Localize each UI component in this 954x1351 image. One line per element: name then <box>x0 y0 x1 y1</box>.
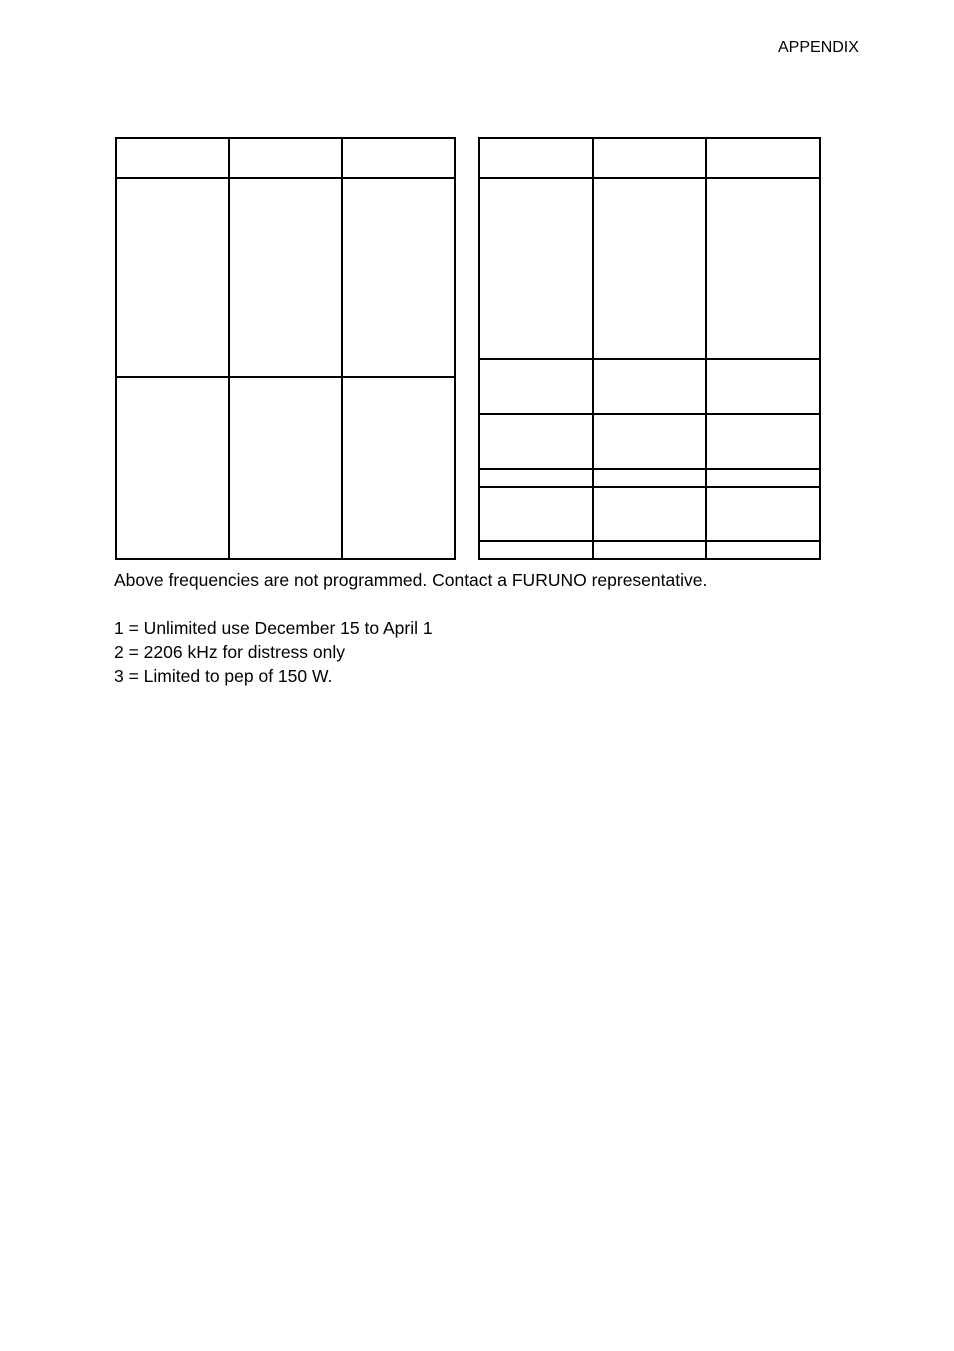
table-row <box>479 487 820 541</box>
table-row <box>479 541 820 559</box>
table-cell <box>229 138 342 178</box>
table-header-row <box>479 138 820 178</box>
table-row <box>479 359 820 414</box>
table-cell <box>479 178 593 359</box>
table-cell <box>116 138 229 178</box>
table-cell <box>593 414 707 469</box>
table-cell <box>593 469 707 487</box>
table-cell <box>593 359 707 414</box>
table-row <box>116 178 455 377</box>
spacer <box>114 592 707 616</box>
table-cell <box>342 377 455 559</box>
table-row <box>479 469 820 487</box>
table-cell <box>342 178 455 377</box>
table-cell <box>593 178 707 359</box>
table-cell <box>593 541 707 559</box>
footnote-2: 2 = 2206 kHz for distress only <box>114 642 346 662</box>
table-cell <box>593 138 707 178</box>
table-cell <box>479 541 593 559</box>
table-cell <box>342 138 455 178</box>
table-cell <box>116 178 229 377</box>
table-row <box>479 414 820 469</box>
frequency-table-left <box>115 137 456 560</box>
table-cell <box>706 138 820 178</box>
table-cell <box>479 469 593 487</box>
table-cell <box>706 178 820 359</box>
table-cell <box>706 359 820 414</box>
page-header-appendix: APPENDIX <box>778 39 859 56</box>
notes-block <box>114 568 707 688</box>
table-cell <box>706 469 820 487</box>
table-cell <box>479 414 593 469</box>
table-cell <box>116 377 229 559</box>
table-cell <box>229 178 342 377</box>
table-cell <box>479 359 593 414</box>
footnote-1: 1 = Unlimited use December 15 to April 1 <box>114 618 433 638</box>
table-cell <box>706 487 820 541</box>
footnote-3: 3 = Limited to pep of 150 W. <box>114 666 333 686</box>
table-cell <box>706 541 820 559</box>
table-row <box>479 178 820 359</box>
table-cell <box>593 487 707 541</box>
table-cell <box>229 377 342 559</box>
table-cell <box>479 138 593 178</box>
table-row <box>116 377 455 559</box>
table-cell <box>479 487 593 541</box>
table-header-row <box>116 138 455 178</box>
programming-note: Above frequencies are not programmed. Contact a FURUNO representative. <box>114 570 708 590</box>
frequency-table-right <box>478 137 821 560</box>
table-cell <box>706 414 820 469</box>
